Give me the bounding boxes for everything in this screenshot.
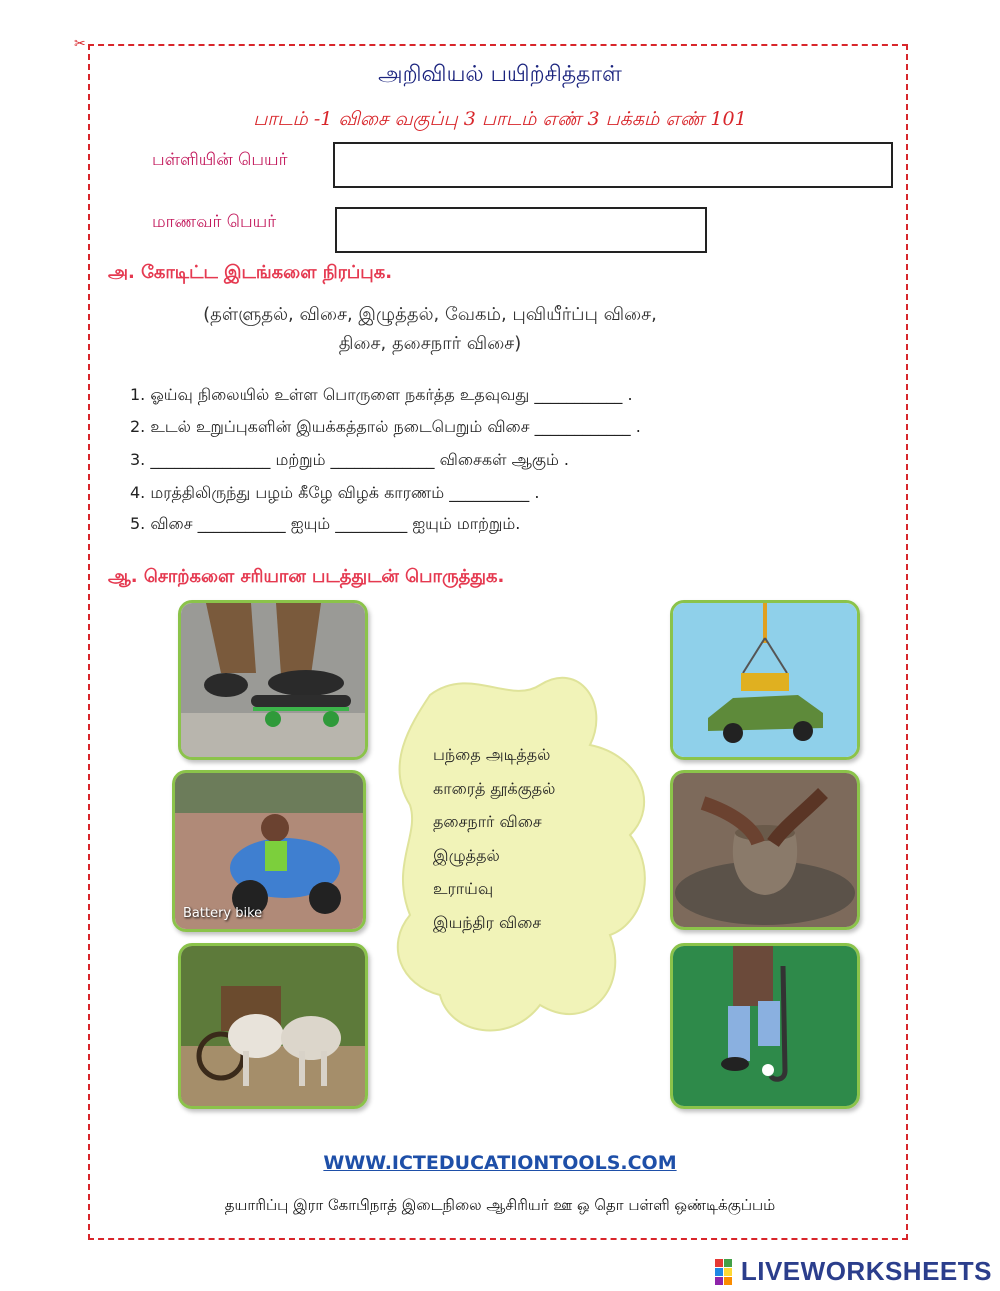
pottery-wheel-photo[interactable] [670,770,860,930]
word-bank-line-2: திசை, தசைநார் விசை) [338,333,522,354]
option-3[interactable]: தசைநார் விசை [433,812,542,831]
option-1[interactable]: பந்தை அடித்தல் [433,745,551,764]
brand-name: LIVEWORKSHEETS [740,1256,992,1286]
option-5[interactable]: உராய்வு [433,879,494,898]
liveworksheets-logo[interactable] [715,1256,992,1287]
question-1[interactable]: 1. ஓய்வு நிலையில் உள்ள பொருளை நகர்த்த உதவுவது ___________ . [130,385,633,404]
magnet-crane-car-photo[interactable] [670,600,860,760]
question-5[interactable]: 5. விசை ___________ ஐயும் _________ ஐயும் மாற்றும். [130,514,521,533]
scissors-icon: ✂ [74,36,86,52]
school-name-input[interactable] [333,142,893,188]
student-name-input[interactable] [335,207,707,253]
battery-bike-photo[interactable] [172,770,366,932]
worksheet-subtitle: பாடம் -1 விசை வகுப்பு 3 பாடம் எண் 3 பக்கம் எண் 101 [253,108,747,130]
option-4[interactable]: இழுத்தல் [433,845,500,865]
option-2[interactable]: காரைத் தூக்குதல் [433,778,556,798]
student-name-label: மாணவர் பெயர் [152,212,277,232]
section-a-heading: அ. கோடிட்ட இடங்களை நிரப்புக. [108,262,393,283]
question-4[interactable]: 4. மரத்திலிருந்து பழம் கீழே விழக் காரணம் __________ . [130,483,540,502]
bike-caption: Battery bike [183,906,263,921]
liveworksheets-icon [715,1259,741,1285]
worksheet-title: அறிவியல் பயிற்சித்தாள் [378,62,622,87]
question-2[interactable]: 2. உடல் உறுப்புகளின் இயக்கத்தால் நடைபெறும் விசை ____________ . [130,417,641,436]
school-name-label: பள்ளியின் பெயர் [152,150,288,170]
options-list [433,738,555,939]
bullock-cart-photo[interactable] [178,943,368,1109]
author-credit: தயாரிப்பு இரா கோபிநாத் இடைநிலை ஆசிரியர் ஊ ஒ தொ பள்ளி ஒண்டிக்குப்பம் [224,1196,776,1214]
hockey-photo[interactable] [670,943,860,1109]
question-3[interactable]: 3. _______________ மற்றும் _____________ விசைகள் ஆகும் . [130,450,569,469]
skateboard-photo[interactable] [178,600,368,760]
section-b-heading: ஆ. சொற்களை சரியான படத்துடன் பொருத்துக. [108,566,505,587]
website-link[interactable]: WWW.ICTEDUCATIONTOOLS.COM [323,1152,677,1174]
option-6[interactable]: இயந்திர விசை [433,912,542,932]
word-bank-line-1: (தள்ளுதல், விசை, இழுத்தல், வேகம், புவியீர்ப்பு விசை, [203,304,657,325]
